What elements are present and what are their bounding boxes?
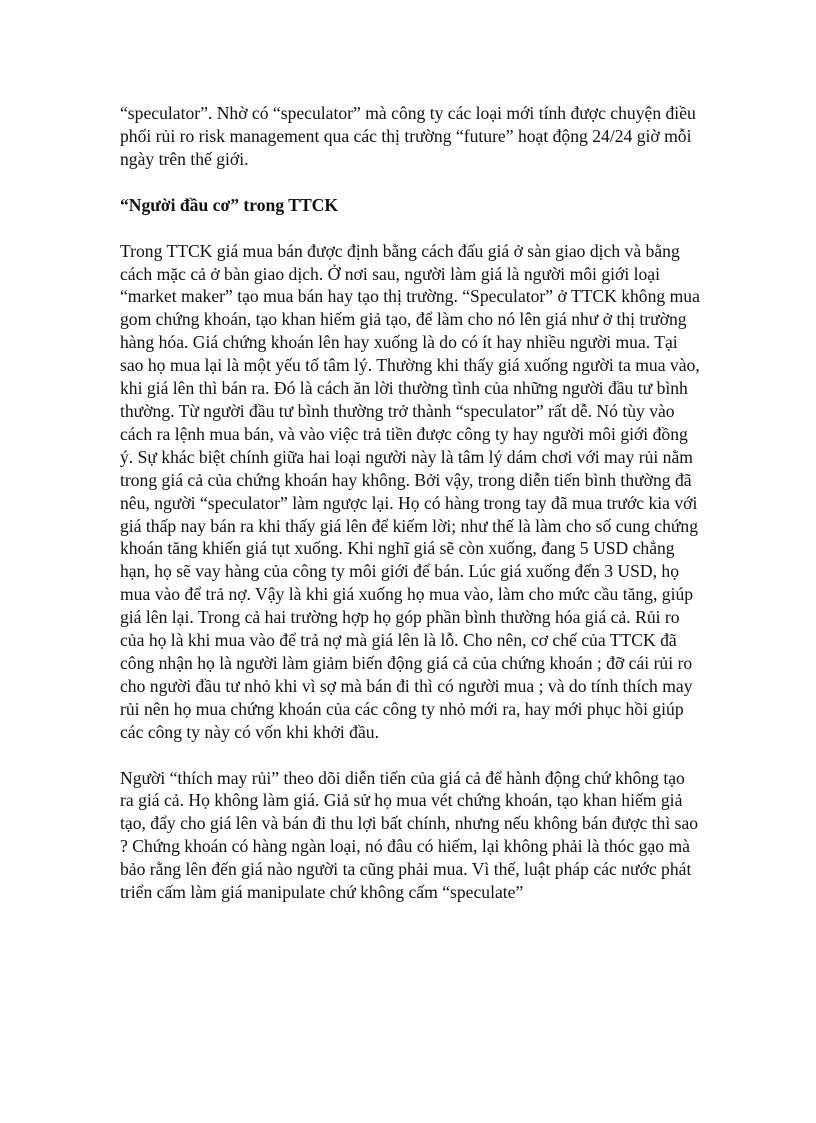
body-paragraph-2: Người “thích may rủi” theo dõi diễn tiến của giá cả để hành động chứ không tạo ra giá cả. Họ không làm giá. Giả sử họ mua vét chứng khoán, tạo khan hiếm giả tạo, đẩy cho giá lên và bán đi thu lợi bất chính, nhưng nếu không bán được thì sao ? Chứng khoán có hàng ngàn loại, nó đâu có hiếm, lại không phải là thóc gạo mà bảo rằng lên đến giá nào người ta cũng phải mua. Vì thế, luật pháp các nước phát triển cấm làm giá manipulate chứ không cấm “speculate” [120,767,699,903]
intro-paragraph: “speculator”. Nhờ có “speculator” mà công ty các loại mới tính được chuyện điều phối rủi ro risk management qua các thị trường “future” hoạt động 24/24 giờ mỗi ngày trên thế giới. [120,103,696,169]
section-heading: “Người đầu cơ” trong TTCK [120,194,339,215]
body-paragraph-1: Trong TTCK giá mua bán được định bằng cách đấu giá ở sàn giao dịch và bằng cách mặc cả ở bàn giao dịch. Ở nơi sau, người làm giá là người môi giới loại “market maker” tạo mua bán hay tạo thị trường. “Speculator” ở TTCK không mua gom chứng khoán, tạo khan hiếm giả tạo, để làm cho nó lên giá như ở thị trường hàng hóa. Giá chứng khoán lên hay xuống là do có ít hay nhiều người mua. Tại sao họ mua lại là một yếu tố tâm lý. Thường khi thấy giá xuống người ta mua vào, khi giá lên thì bán ra. Đó là cách ăn lời thường tình của những người đầu tư bình thường. Từ người đầu tư bình thường trở thành “speculator” rất dễ. Nó tùy vào cách ra lệnh mua bán, và vào việc trả tiền được công ty hay người môi giới đồng ý. Sự khác biệt chính giữa hai loại người này là tâm lý dám chơi với may rủi nằm trong giá cả của chứng khoán hay không. Bởi vậy, trong diễn tiến bình thường đã nêu, người “speculator” làm ngược lại. Họ có hàng trong tay đã mua trước kia với giá thấp nay bán ra khi thấy giá lên để kiếm lời; như thế là làm cho số cung chứng khoán tăng khiến giá tụt xuống. Khi nghĩ giá sẽ còn xuống, đang 5 USD chẳng hạn, họ sẽ vay hàng của công ty môi giới để bán. Lúc giá xuống đến 3 USD, họ mua vào để trả nợ. Vậy là khi giá xuống họ mua vào, làm cho mức cầu tăng, giúp giá lên lại. Trong cả hai trường hợp họ góp phần bình thường hóa giá cả. Rủi ro của họ là khi mua vào để trả nợ mà giá lên là lỗ. Cho nên, cơ chế của TTCK đã công nhận họ là người làm giảm biến động giá cả của chứng khoán ; đỡ cái rủi ro cho người đầu tư nhỏ khi vì sợ mà bán đi thì có người mua ; và do tính thích may rủi nên họ mua chứng khoán của các công ty nhỏ mới ra, hay mới phục hồi giúp các công ty này có vốn khi khởi đầu. [120,240,700,742]
document-page [120,102,700,904]
